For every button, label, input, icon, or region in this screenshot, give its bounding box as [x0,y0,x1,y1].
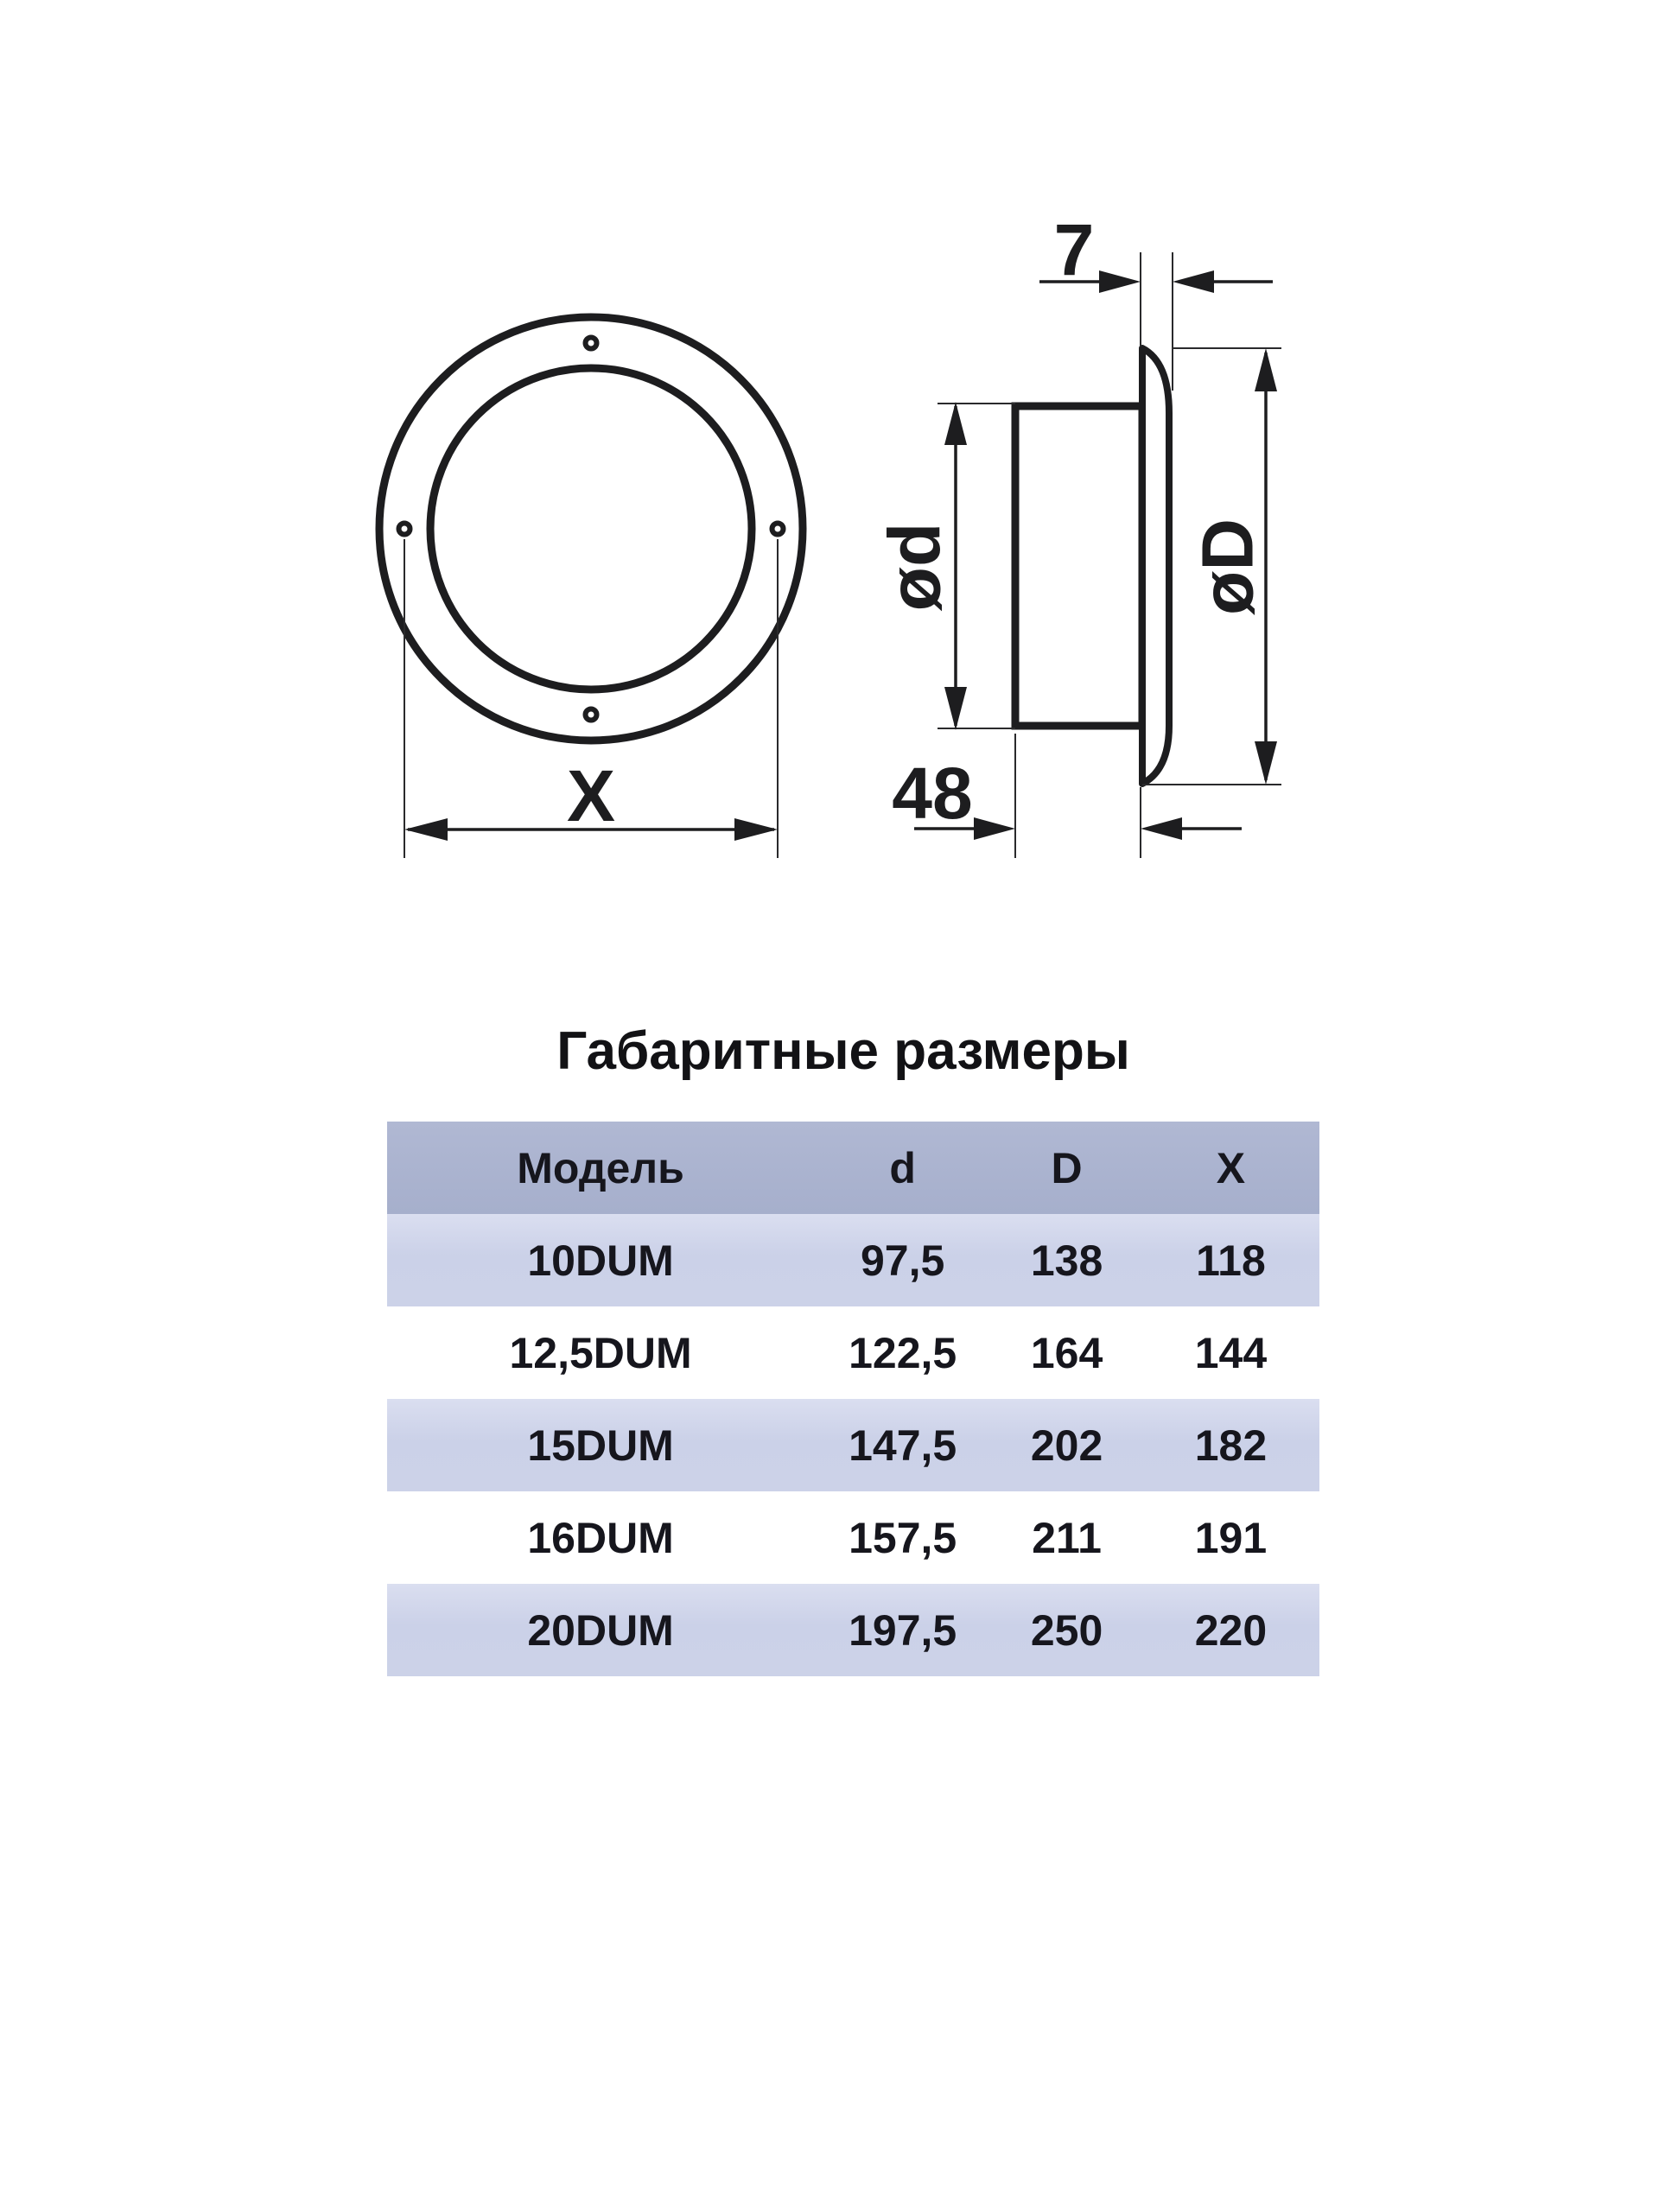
bolt-hole-left [399,524,410,535]
cell-X: 191 [1194,1513,1268,1562]
cell-d: 147,5 [849,1421,957,1470]
cell-model: 20DUM [527,1605,674,1655]
arrowhead-up [1255,348,1277,391]
dimension-label-7: 7 [1053,209,1095,290]
dimension-label-x: X [566,755,616,836]
cell-model: 15DUM [527,1421,674,1470]
dimension-label-d: ød [874,522,956,612]
cell-D: 138 [1030,1236,1103,1285]
section-title: Габаритные размеры [556,1021,1130,1081]
cell-X: 182 [1194,1421,1268,1470]
arrowhead-up [944,402,967,445]
cell-D: 164 [1030,1328,1103,1377]
dimension-label-48: 48 [892,753,973,834]
bolt-hole-right [772,524,784,535]
cell-D: 211 [1032,1513,1102,1562]
header-D: D [1051,1143,1083,1192]
arrowhead-down [1255,741,1277,785]
cell-X: 118 [1196,1236,1266,1285]
side-view [874,209,1281,858]
cell-D: 250 [1030,1605,1103,1655]
front-view [379,317,803,858]
table-row [387,1491,1319,1584]
cell-model: 12,5DUM [509,1328,692,1377]
duct-inner-circle [430,368,752,690]
table-header-row [387,1122,1319,1214]
bolt-hole-top [586,338,597,349]
header-model: Модель [517,1143,684,1192]
arrowhead-right [974,817,1015,840]
duct-body [1015,406,1142,726]
bolt-hole-bottom [586,709,597,721]
table-row [387,1399,1319,1491]
dimensions-table [387,1122,1319,1676]
cell-d: 122,5 [849,1328,957,1377]
arrowhead-left [1141,817,1182,840]
header-X: X [1216,1143,1246,1192]
cell-model: 10DUM [527,1236,674,1285]
table-row [387,1584,1319,1676]
table-row [387,1306,1319,1399]
cell-d: 197,5 [849,1605,957,1655]
arrowhead-left [1173,270,1214,293]
cell-X: 220 [1194,1605,1268,1655]
header-d: d [889,1143,916,1192]
cell-model: 16DUM [527,1513,674,1562]
cell-d: 157,5 [849,1513,957,1562]
cell-D: 202 [1030,1421,1103,1470]
cell-d: 97,5 [861,1236,945,1285]
arrowhead-right [1099,270,1141,293]
flange-lip [1142,348,1169,784]
technical-drawing [0,0,1659,950]
cell-X: 144 [1194,1328,1268,1377]
arrowhead-right [734,818,778,841]
dimension-label-D: øD [1186,518,1268,615]
arrowhead-left [404,818,448,841]
table-row [387,1214,1319,1306]
arrowhead-down [944,687,967,730]
